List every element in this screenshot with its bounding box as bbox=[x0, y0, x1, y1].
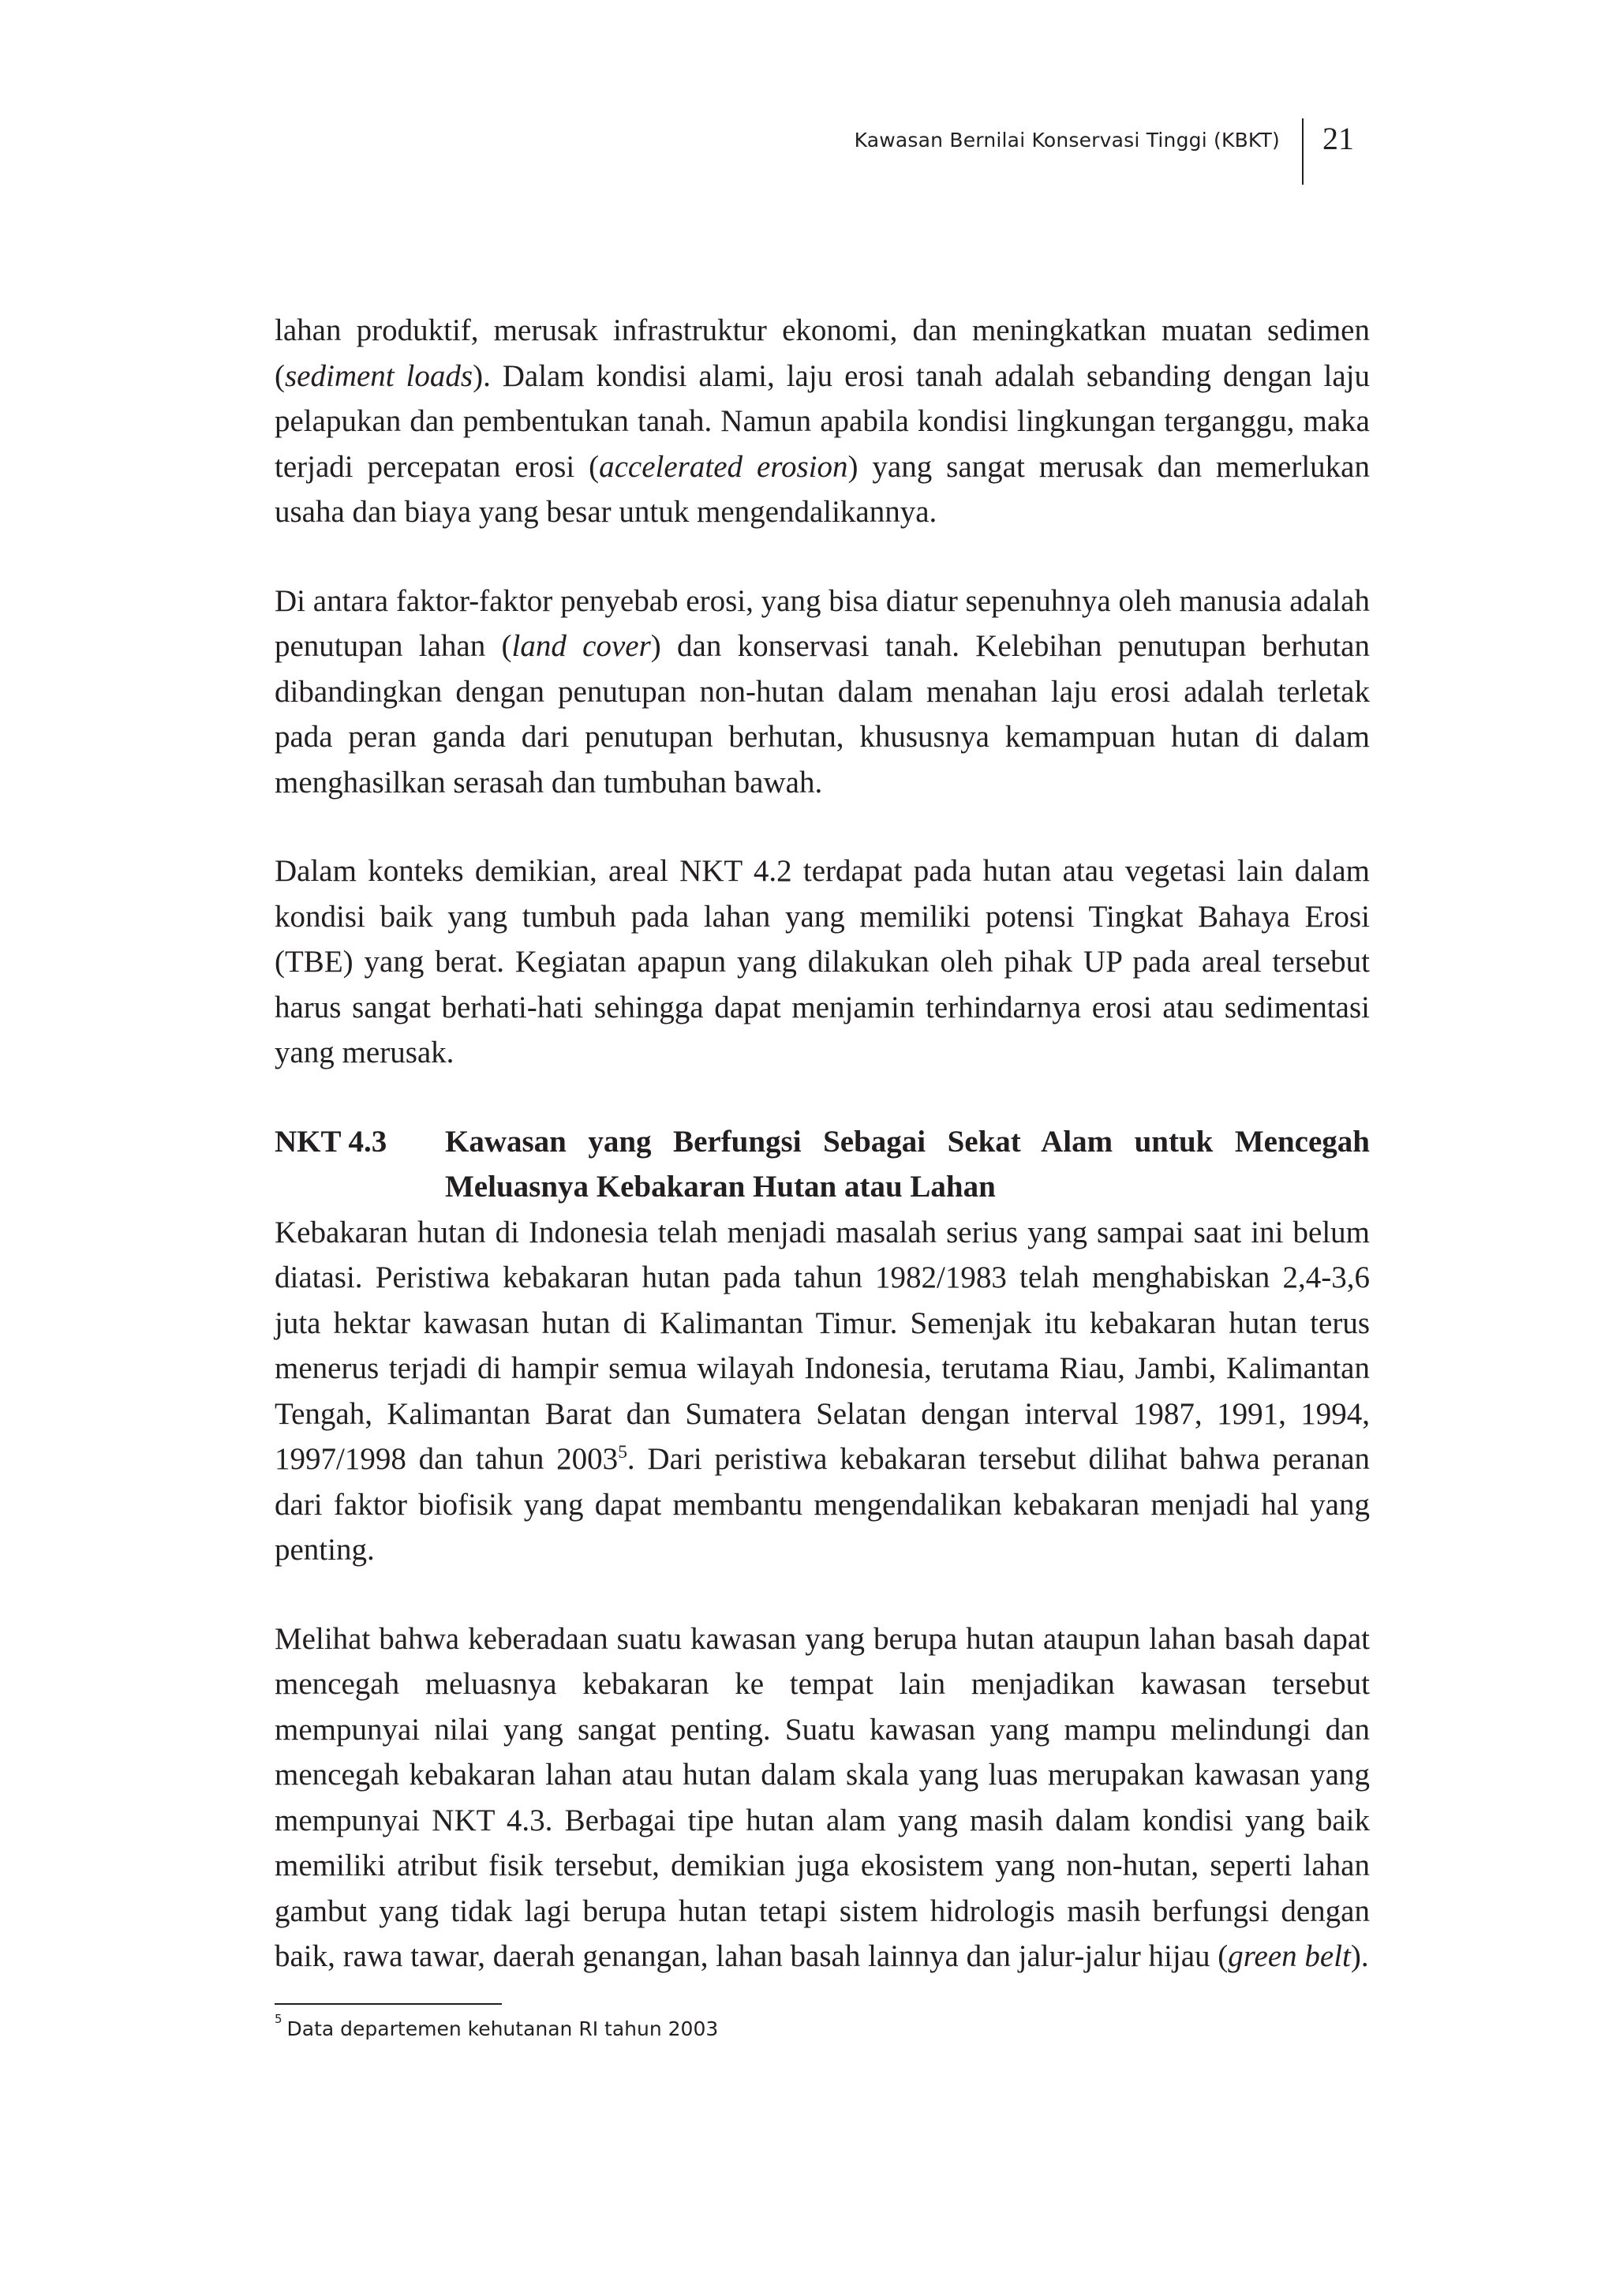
text-run: ) dan konservasi tanah. Kelebihan penutupan berhutan dibandingkan dengan penutupan non-hutan dalam menahan laju erosi adalah terletak pada peran ganda dari penutupan berhutan, khususnya kemampuan hutan di dalam menghasilkan serasah dan tumbuhan bawah. bbox=[275, 629, 1370, 800]
footnote-ref: 5 bbox=[618, 1442, 627, 1463]
section-heading bbox=[275, 1119, 1370, 1210]
paragraph bbox=[275, 1616, 1370, 1980]
text-run: Di antara faktor-faktor penyebab erosi, yang bisa diatur sepenuhnya oleh manusia adalah penutupan lahan ( bbox=[275, 583, 1370, 663]
text-run: ) yang sangat merusak dan memerlukan usaha dan biaya yang besar untuk mengendalikannya. bbox=[275, 449, 1370, 529]
text-run: Melihat bahwa keberadaan suatu kawasan yang berupa hutan ataupun lahan basah dapat mencegah meluasnya kebakaran ke tempat lain menjadikan kawasan tersebut mempunyai nilai yang sangat penting. Suatu kawasan yang mampu melindungi dan mencegah kebakaran lahan atau hutan dalam skala yang luas merupakan kawasan yang mempunyai NKT 4.3. Berbagai tipe hutan alam yang masih dalam kondisi yang baik memiliki atribut fisik tersebut, demikian juga ekosistem yang non-hutan, seperti lahan gambut yang tidak lagi berupa hutan tetapi sistem hidrologis masih berfungsi dengan baik, rawa tawar, daerah genangan, lahan basah lainnya dan jalur-jalur hijau ( bbox=[275, 1621, 1370, 1973]
italic-term: accelerated erosion bbox=[599, 449, 848, 484]
text-run: ). bbox=[1350, 1939, 1369, 1973]
footnote bbox=[275, 2012, 719, 2041]
body-text bbox=[275, 308, 1370, 2023]
footnote-marker: 5 bbox=[275, 2012, 282, 2026]
italic-term: sediment loads bbox=[285, 358, 473, 393]
paragraph bbox=[275, 1210, 1370, 1573]
text-run: ). Dalam kondisi alami, laju erosi tanah adalah sebanding dengan laju pelapukan dan pembentukan tanah. Namun apabila kondisi lingkungan terganggu, maka terjadi percepatan erosi ( bbox=[275, 358, 1370, 484]
paragraph bbox=[275, 848, 1370, 1076]
footnote-divider bbox=[275, 2003, 502, 2005]
text-run: Kebakaran hutan di Indonesia telah menjadi masalah serius yang sampai saat ini belum diatasi. Peristiwa kebakaran hutan pada tahun 1982/1983 telah menghabiskan 2,4-3,6 juta hektar kawasan hutan di Kalimantan Timur. Semenjak itu kebakaran hutan terus menerus terjadi di hampir semua wilayah Indonesia, terutama Riau, Jambi, Kalimantan Tengah, Kalimantan Barat dan Sumatera Selatan dengan interval 1987, 1991, 1994, 1997/1998 dan tahun 2003 bbox=[275, 1215, 1370, 1476]
header-divider bbox=[1302, 118, 1304, 185]
running-header bbox=[855, 118, 1354, 185]
italic-term: green belt bbox=[1228, 1939, 1351, 1973]
section-number: NKT 4.3 bbox=[275, 1124, 387, 1159]
section-title: Kawasan yang Berfungsi Sebagai Sekat Alam untuk Mencegah Meluasnya Kebakaran Hutan atau Lahan bbox=[445, 1124, 1370, 1204]
text-run: . Dari peristiwa kebakaran tersebut dilihat bahwa peranan dari faktor biofisik yang dapat membantu mengendalikan kebakaran menjadi hal yang penting. bbox=[275, 1442, 1370, 1567]
page-number: 21 bbox=[1322, 121, 1354, 156]
text-run: lahan produktif, merusak infrastruktur ekonomi, dan meningkatkan muatan sedimen ( bbox=[275, 313, 1370, 393]
text-run: Dalam konteks demikian, areal NKT 4.2 terdapat pada hutan atau vegetasi lain dalam kondisi baik yang tumbuh pada lahan yang memiliki potensi Tingkat Bahaya Erosi (TBE) yang berat. Kegiatan apapun yang dilakukan oleh pihak UP pada areal tersebut harus sangat berhati-hati sehingga dapat menjamin terhindarnya erosi atau sedimentasi yang merusak. bbox=[275, 854, 1370, 1069]
paragraph bbox=[275, 579, 1370, 806]
running-title: Kawasan Bernilai Konservasi Tinggi (KBKT) bbox=[854, 129, 1280, 152]
footnote-text: Data departemen kehutanan RI tahun 2003 bbox=[286, 2017, 719, 2040]
italic-term: land cover bbox=[511, 629, 651, 663]
paragraph bbox=[275, 308, 1370, 535]
